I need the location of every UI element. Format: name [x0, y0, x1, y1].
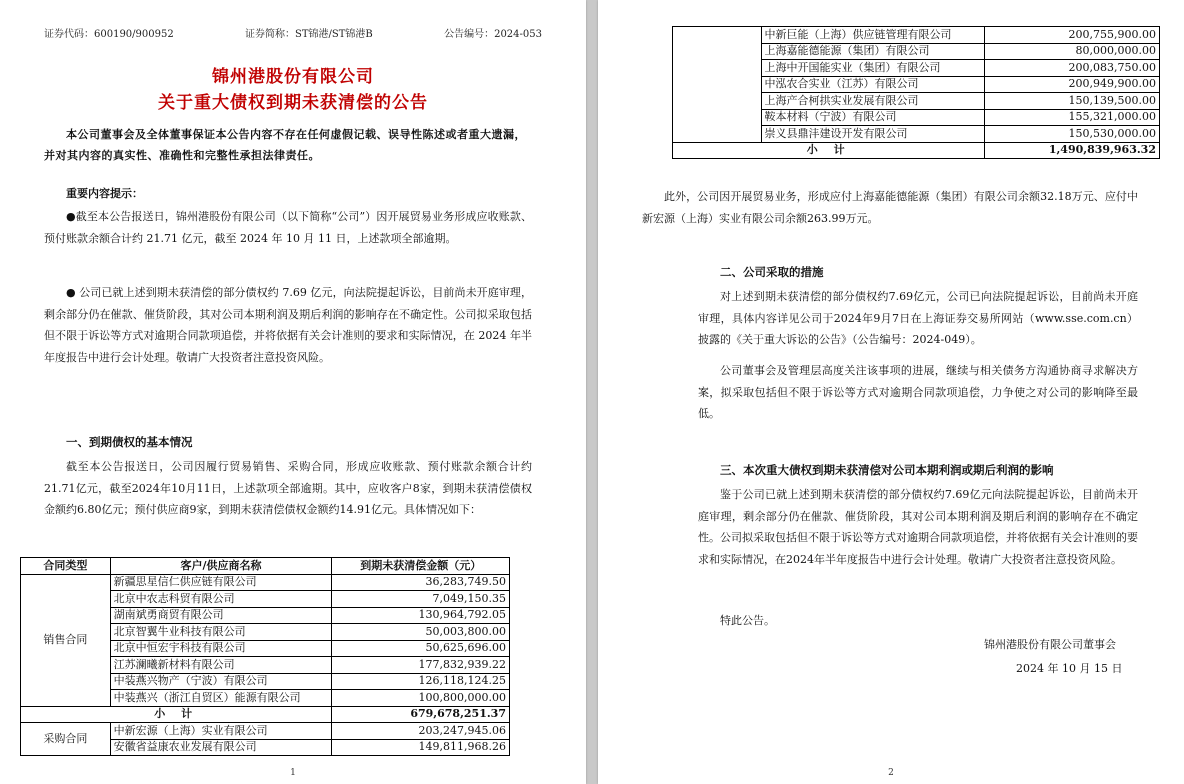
table-row [21, 574, 510, 591]
section-3-heading: 三、本次重大债权到期未获清偿对公司本期利润或期后利润的影响 [720, 463, 1054, 477]
table-header-amount: 到期未获清偿金额（元） [332, 558, 510, 575]
table-cell-amount: 50,003,800.00 [332, 624, 510, 641]
page-number: 1 [290, 768, 296, 778]
page-number: 2 [888, 768, 894, 778]
table-cell-name: 新疆思星信仁供应链有限公司 [110, 574, 332, 591]
section-1-text: 截至本公告报送日，公司因履行贸易销售、采购合同，形成应收账款、预付账款余额合计约21.71亿元，截至2024年10月11日，上述款项全部逾期。其中，应收客户8家，到期未获清偿债权金额约6.80亿元；预付供应商9家，到期未获清偿债权金额约14.91亿元。具体情况如下： [44, 460, 532, 516]
table-cell-name: 北京中恒宏宇科技有限公司 [110, 640, 332, 657]
table-cell-amount: 7,049,150.35 [332, 591, 510, 608]
table-cell-name: 北京中农志科贸有限公司 [110, 591, 332, 608]
document-page-1 [0, 0, 586, 784]
company-title: 锦州港股份有限公司 [212, 67, 374, 87]
table-cell-amount: 80,000,000.00 [985, 43, 1160, 60]
table-header-type: 合同类型 [21, 558, 111, 575]
table-row [21, 723, 510, 740]
table-cell-amount: 130,964,792.05 [332, 607, 510, 624]
table-cell-name: 中新巨能（上海）供应链管理有限公司 [761, 27, 985, 44]
subtotal-amount: 679,678,251.37 [332, 706, 510, 723]
table-cell-name: 中新宏源（上海）实业有限公司 [110, 723, 332, 740]
table-row [673, 27, 1160, 44]
section-2-text-1: 对上述到期未获清偿的部分债权约7.69亿元，公司已向法院提起诉讼，目前尚未开庭审理，具体内容详见公司于2024年9月7日在上海证券交易所网站（www.sse.com.cn）披露的《关于重大诉讼的公告》（公告编号：2024-049）。 [698, 290, 1138, 346]
table-cell-amount: 100,800,000.00 [332, 690, 510, 707]
table-cell-name: 上海产合柯拱实业发展有限公司 [761, 93, 985, 110]
board-declaration: 本公司董事会及全体董事保证本公告内容不存在任何虚假记载、误导性陈述或者重大遗漏，并对其内容的真实性、准确性和完整性承担法律责任。 [44, 128, 526, 162]
security-short-name: 证券简称：ST锦港/ST锦港B [245, 29, 373, 40]
table-cell-amount: 155,321,000.00 [985, 109, 1160, 126]
section-3-text: 鉴于公司已就上述到期未获清偿的部分债权约7.69亿元向法院提起诉讼，目前尚未开庭审理，剩余部分仍在催款、催货阶段，其对公司本期利润及期后利润的影响存在不确定性。公司拟采取包括但不限于诉讼等方式对逾期合同款项追偿，并将依据有关会计准则的要求和实际情况，在2024年半年度报告中进行会计处理。敬请广大投资者注意投资风险。 [698, 488, 1138, 566]
table-cell-amount: 50,625,696.00 [332, 640, 510, 657]
table-cell-name: 北京智翼牛业科技有限公司 [110, 624, 332, 641]
subtotal-amount: 1,490,839,963.32 [985, 142, 1160, 159]
subtotal-row [673, 142, 1160, 159]
table-cell-amount: 126,118,124.25 [332, 673, 510, 690]
notice-number: 公告编号：2024-053 [444, 29, 542, 40]
table-header-name: 客户/供应商名称 [110, 558, 332, 575]
section-2-text-2: 公司董事会及管理层高度关注该事项的进展，继续与相关债务方沟通协商寻求解决方案，拟采取包括但不限于诉讼等方式对逾期合同款项追偿，力争使之对公司的影响降至最低。 [698, 364, 1138, 420]
key-point-1: ●截至本公告报送日，锦州港股份有限公司（以下简称“公司”）因开展贸易业务形成应收账款、预付账款余额合计约 21.71 亿元，截至 2024 年 10 月 11 日，上述款项全部逾期。 [44, 210, 532, 245]
table-cell-name: 江苏澜曦新材料有限公司 [110, 657, 332, 674]
debt-table-part-2 [672, 26, 1160, 159]
table-header-row [21, 558, 510, 575]
sales-contract-label: 销售合同 [21, 574, 111, 706]
key-point-2: ● 公司已就上述到期未获清偿的部分债权约 7.69 亿元，向法院提起诉讼，目前尚未开庭审理，剩余部分仍在催款、催货阶段，其对公司本期利润及期后利润的影响存在不确定性。公司拟采取包括但不限于诉讼等方式对逾期合同款项追偿，并将依据有关会计准则的要求和实际情况，在 2024 年半年度报告中进行会计处理。敬请广大投资者注意投资风险。 [44, 286, 532, 364]
purchase-contract-continued-cell [673, 27, 762, 143]
section-2-heading: 二、公司采取的措施 [720, 265, 824, 279]
section-1-heading: 一、到期债权的基本情况 [66, 435, 193, 449]
table-cell-name: 鞍本材料（宁波）有限公司 [761, 109, 985, 126]
table-cell-name: 湖南斌勇商贸有限公司 [110, 607, 332, 624]
subtotal-row [21, 706, 510, 723]
page-header [44, 25, 542, 40]
key-points-heading: 重要内容提示： [66, 187, 143, 200]
subtotal-label: 小 计 [673, 142, 985, 159]
table-cell-amount: 200,949,900.00 [985, 76, 1160, 93]
table-cell-name: 中装燕兴（浙江自贸区）能源有限公司 [110, 690, 332, 707]
table-cell-amount: 177,832,939.22 [332, 657, 510, 674]
announcement-title: 关于重大债权到期未获清偿的公告 [158, 93, 428, 113]
table-cell-name: 上海中开国能实业（集团）有限公司 [761, 60, 985, 77]
table-cell-amount: 200,755,900.00 [985, 27, 1160, 44]
table-cell-name: 安徽省益康农业发展有限公司 [110, 739, 332, 756]
table-cell-amount: 36,283,749.50 [332, 574, 510, 591]
closing-text: 特此公告。 [720, 614, 775, 627]
security-code: 证券代码：600190/900952 [44, 29, 174, 40]
table-cell-name: 上海嘉能德能源（集团）有限公司 [761, 43, 985, 60]
table-cell-amount: 149,811,968.26 [332, 739, 510, 756]
announcement-date: 2024 年 10 月 15 日 [1016, 662, 1123, 675]
signature: 锦州港股份有限公司董事会 [984, 638, 1116, 651]
table-cell-amount: 150,530,000.00 [985, 126, 1160, 143]
debt-table-part-1 [20, 557, 510, 756]
document-page-2 [598, 0, 1184, 784]
purchase-contract-label: 采购合同 [21, 723, 111, 756]
payables-note: 此外，公司因开展贸易业务，形成应付上海嘉能德能源（集团）有限公司余额32.18万元、应付中新宏源（上海）实业有限公司余额263.99万元。 [642, 190, 1138, 225]
table-cell-name: 崇义县鼎沣建设开发有限公司 [761, 126, 985, 143]
table-cell-name: 中泓农合实业（江苏）有限公司 [761, 76, 985, 93]
subtotal-label: 小 计 [21, 706, 332, 723]
table-cell-amount: 200,083,750.00 [985, 60, 1160, 77]
table-cell-amount: 150,139,500.00 [985, 93, 1160, 110]
table-cell-name: 中装燕兴物产（宁波）有限公司 [110, 673, 332, 690]
table-cell-amount: 203,247,945.06 [332, 723, 510, 740]
